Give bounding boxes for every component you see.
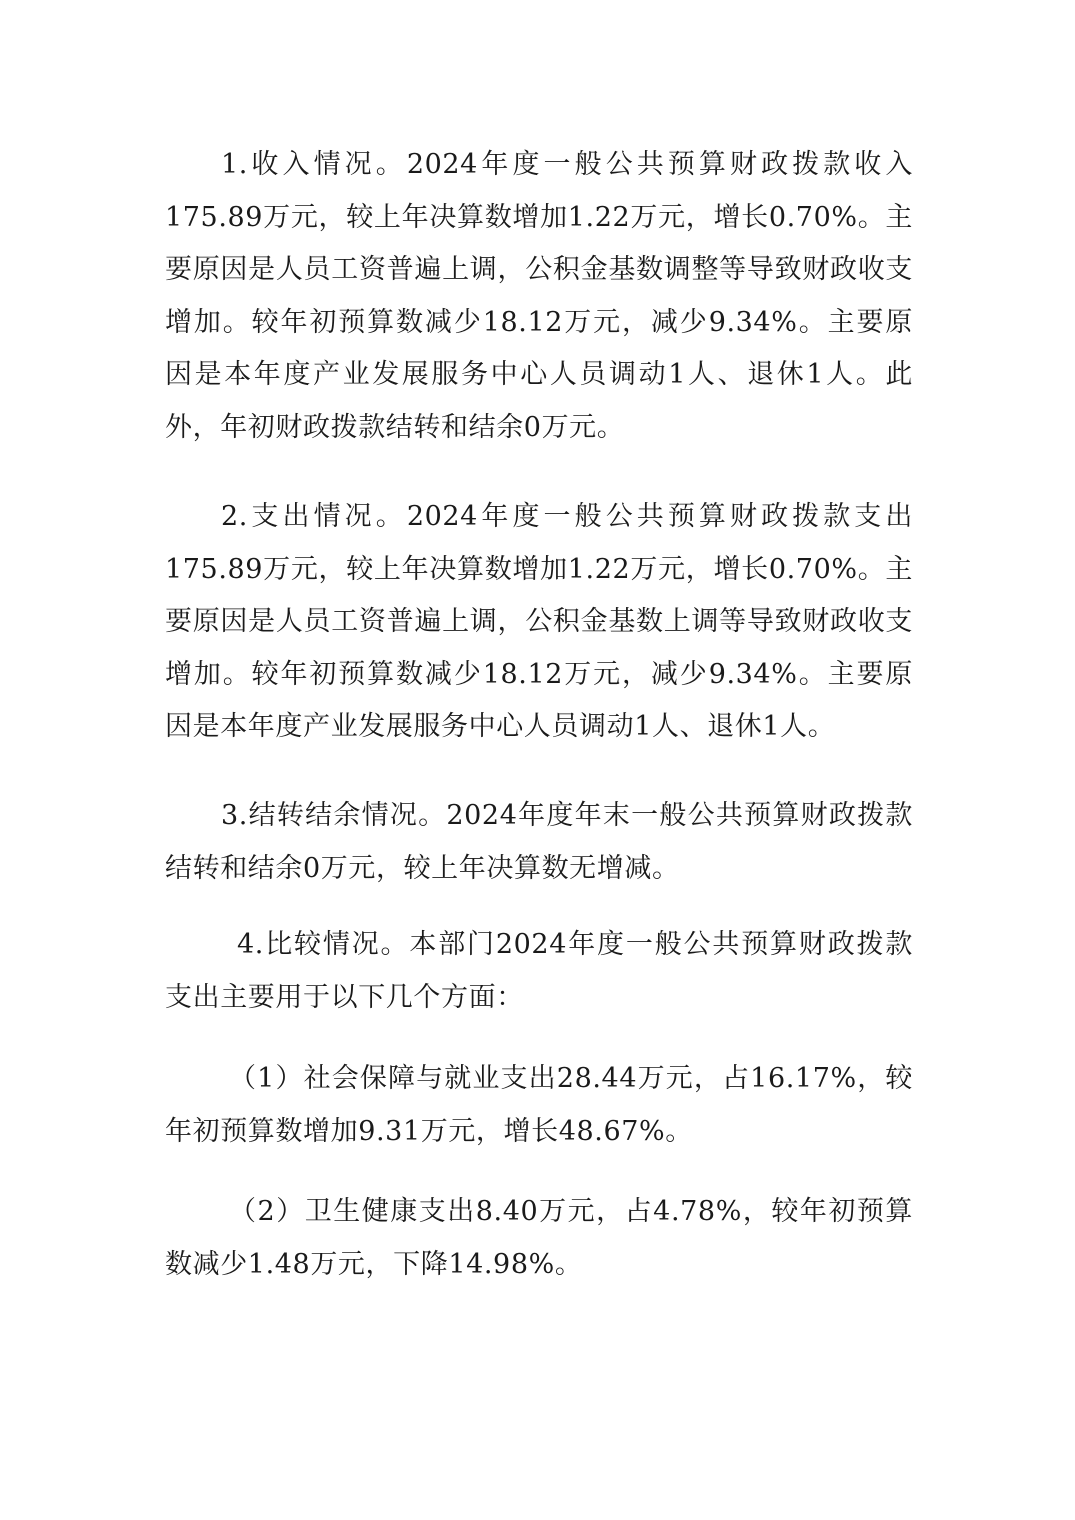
paragraph-comparison: 4.比较情况。本部门2024年度一般公共预算财政拨款支出主要用于以下几个方面：: [165, 929, 913, 1013]
paragraph-social-security: （1）社会保障与就业支出28.44万元，占16.17%，较年初预算数增加9.31万元，增长48.67%。: [165, 1063, 913, 1147]
paragraph-expenditure: 2.支出情况。2024年度一般公共预算财政拨款支出175.89万元，较上年决算数增加1.22万元，增长0.70%。主要原因是人员工资普遍上调，公积金基数上调等导致财政收支增加。较年初预算数减少18.12万元，减少9.34%。主要原因是本年度产业发展服务中心人员调动1人、退休1人。: [165, 501, 913, 742]
paragraph-income: 1.收入情况。2024年度一般公共预算财政拨款收入175.89万元，较上年决算数增加1.22万元，增长0.70%。主要原因是人员工资普遍上调，公积金基数调整等导致财政收支增加。较年初预算数减少18.12万元，减少9.34%。主要原因是本年度产业发展服务中心人员调动1人、退休1人。此外，年初财政拨款结转和结余0万元。: [165, 149, 913, 443]
paragraph-carryover: 3.结转结余情况。2024年度年末一般公共预算财政拨款结转和结余0万元，较上年决算数无增减。: [165, 800, 913, 884]
paragraph-health: （2）卫生健康支出8.40万元，占4.78%，较年初预算数减少1.48万元，下降14.98%。: [165, 1196, 913, 1280]
